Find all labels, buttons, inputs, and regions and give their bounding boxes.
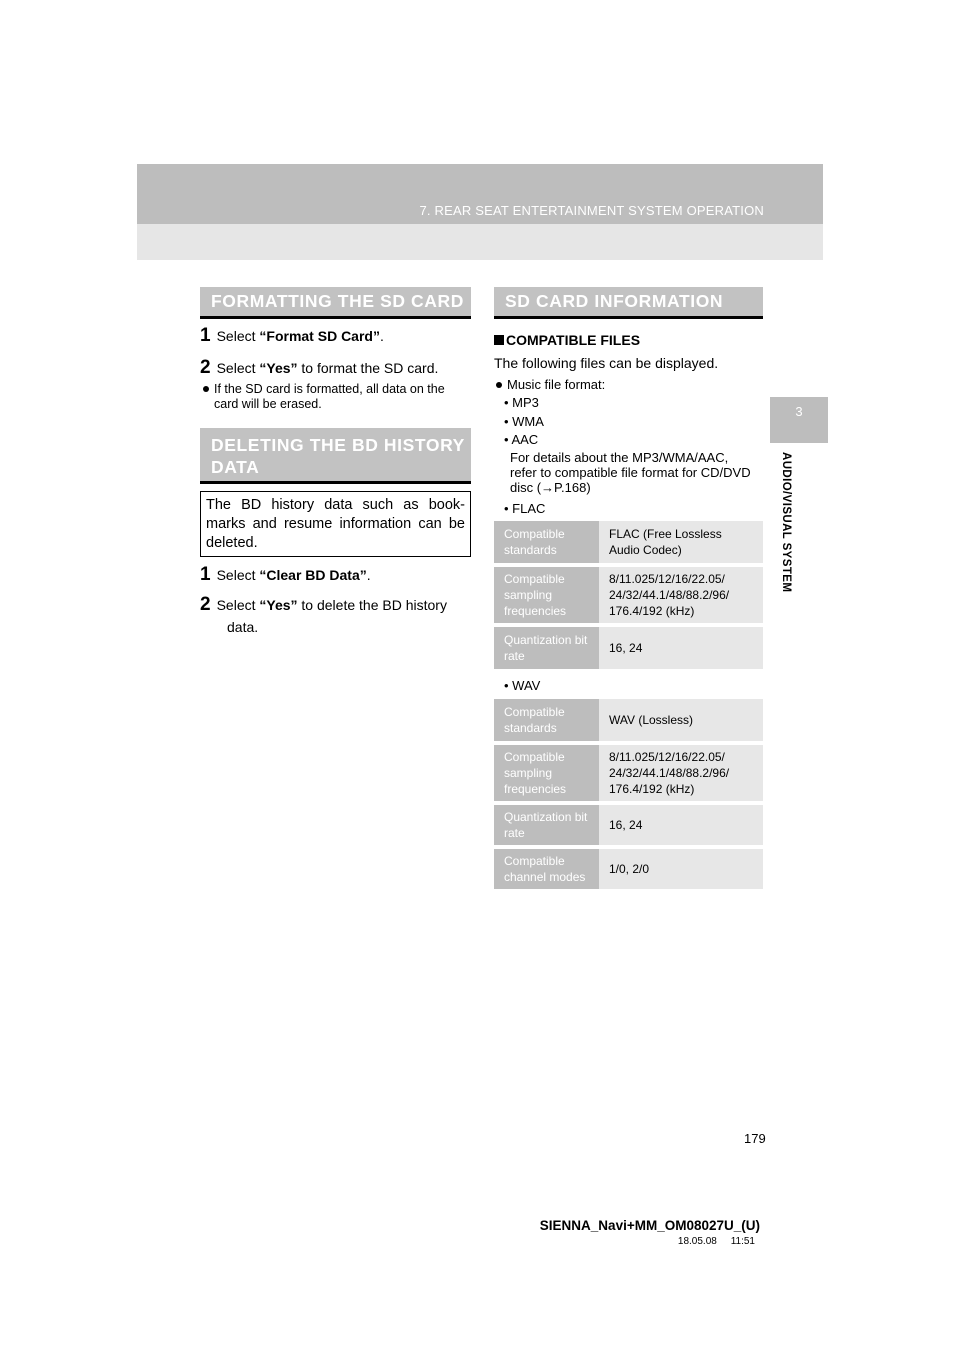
table-row xyxy=(494,567,763,623)
format-step-1: 1 Select “Format SD Card”. xyxy=(200,325,384,346)
step-bold: “Yes” xyxy=(259,597,298,613)
wav-spec-table xyxy=(494,699,763,889)
bullet-dot-icon xyxy=(496,382,502,388)
format-wma: • WMA xyxy=(504,414,544,429)
format-mp3: • MP3 xyxy=(504,395,539,410)
chapter-title: 7. REAR SEAT ENTERTAINMENT SYSTEM OPERATION xyxy=(419,203,764,218)
timestamp: 18.05.08 11:51 xyxy=(677,1236,755,1247)
step-number: 1 xyxy=(200,564,211,585)
step-number: 1 xyxy=(200,325,211,346)
table-key: Compatible channel modes xyxy=(494,849,599,889)
square-bullet-icon xyxy=(494,335,504,345)
table-value: 8/11.025/12/16/22.05/ 24/32/44.1/48/88.2/96/ 176.4/192 (kHz) xyxy=(599,567,763,623)
delete-step-2: 2 Select “Yes” to delete the BD history data. xyxy=(200,594,447,635)
table-value: FLAC (Free Lossless Audio Codec) xyxy=(599,521,763,563)
step-number: 2 xyxy=(200,357,211,378)
compatible-files-subheading: COMPATIBLE FILES xyxy=(494,332,640,348)
table-row xyxy=(494,521,763,563)
step-bold: “Format SD Card” xyxy=(259,328,380,344)
sd-info-heading: SD CARD INFORMATION xyxy=(494,287,763,319)
step-bold: “Yes” xyxy=(259,360,298,376)
table-row xyxy=(494,849,763,889)
table-key: Compatible sampling frequencies xyxy=(494,745,599,801)
aac-note: For details about the MP3/WMA/AAC, refer to compatible file format for CD/DVD disc (→P.168) xyxy=(510,450,751,495)
format-wav: • WAV xyxy=(504,678,541,693)
table-row xyxy=(494,699,763,741)
page-number: 179 xyxy=(744,1131,766,1146)
table-value: 1/0, 2/0 xyxy=(599,849,763,889)
table-value: WAV (Lossless) xyxy=(599,699,763,741)
table-key: Quantization bit rate xyxy=(494,627,599,669)
delete-description-box: The BD history data such as book-marks and resume information can be deleted. xyxy=(200,491,471,557)
format-note: If the SD card is formatted, all data on the card will be erased. xyxy=(203,382,473,412)
delete-section-heading: DELETING THE BD HISTORY DATA xyxy=(200,428,471,484)
music-format-label: Music file format: xyxy=(496,377,605,392)
table-key: Compatible sampling frequencies xyxy=(494,567,599,623)
delete-step-1: 1 Select “Clear BD Data”. xyxy=(200,564,371,585)
table-key: Compatible standards xyxy=(494,699,599,741)
format-section-heading: FORMATTING THE SD CARD xyxy=(200,287,471,319)
flac-spec-table xyxy=(494,521,763,669)
step-number: 2 xyxy=(200,594,211,615)
format-flac: • FLAC xyxy=(504,501,546,516)
table-row xyxy=(494,745,763,801)
intro-text: The following files can be displayed. xyxy=(494,355,719,371)
format-step-2: 2 Select “Yes” to format the SD card. xyxy=(200,357,439,378)
table-key: Compatible standards xyxy=(494,521,599,563)
table-value: 16, 24 xyxy=(599,805,763,845)
format-aac: • AAC xyxy=(504,432,539,447)
step-bold: “Clear BD Data” xyxy=(259,567,367,583)
table-value: 16, 24 xyxy=(599,627,763,669)
table-key: Quantization bit rate xyxy=(494,805,599,845)
side-tab-number: 3 xyxy=(795,404,803,419)
side-tab-label: AUDIO/VISUAL SYSTEM xyxy=(780,452,792,593)
table-value: 8/11.025/12/16/22.05/ 24/32/44.1/48/88.2/96/ 176.4/192 (kHz) xyxy=(599,745,763,801)
table-row xyxy=(494,627,763,669)
table-row xyxy=(494,805,763,845)
document-id: SIENNA_Navi+MM_OM08027U_(U) xyxy=(539,1218,760,1233)
bullet-dot-icon xyxy=(203,386,209,392)
